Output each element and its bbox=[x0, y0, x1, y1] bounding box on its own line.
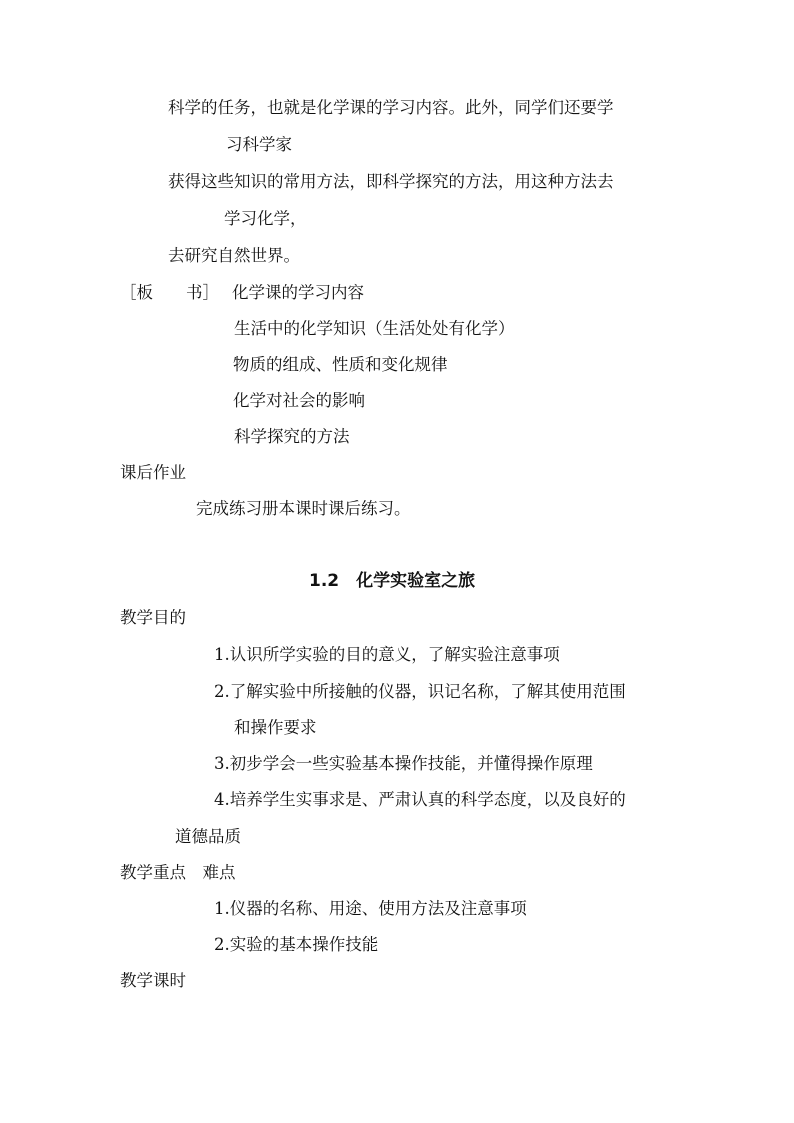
homework-text: 完成练习册本课时课后练习。 bbox=[196, 499, 411, 518]
blackboard-label: ［板 书］ bbox=[120, 283, 219, 302]
period-heading: 教学课时 bbox=[120, 971, 186, 990]
blackboard-item-2: 物质的组成、性质和变化规律 bbox=[233, 355, 448, 374]
objective-4-line-1: 4.培养学生实事求是、严肃认真的科学态度，以及良好的 bbox=[214, 790, 626, 809]
blackboard-item-4: 科学探究的方法 bbox=[234, 427, 350, 446]
intro-line-2: 习科学家 bbox=[226, 135, 292, 154]
keypoint-1: 1.仪器的名称、用途、使用方法及注意事项 bbox=[214, 899, 527, 918]
keypoint-2: 2.实验的基本操作技能 bbox=[214, 935, 379, 954]
objective-2-line-1: 2.了解实验中所接触的仪器，识记名称，了解其使用范围 bbox=[214, 682, 626, 701]
intro-line-5: 去研究自然世界。 bbox=[168, 246, 300, 265]
homework-heading: 课后作业 bbox=[120, 463, 186, 482]
intro-line-3: 获得这些知识的常用方法，即科学探究的方法，用这种方法去 bbox=[168, 172, 614, 191]
section-title: 1.2 化学实验室之旅 bbox=[309, 571, 476, 591]
blackboard-item-3: 化学对社会的影响 bbox=[233, 391, 365, 410]
blackboard-heading: 化学课的学习内容 bbox=[232, 283, 364, 302]
objective-4-line-2: 道德品质 bbox=[175, 827, 241, 846]
blackboard-item-1: 生活中的化学知识（生活处处有化学） bbox=[234, 319, 515, 338]
intro-line-4: 学习化学， bbox=[224, 209, 307, 228]
objective-1: 1.认识所学实验的目的意义，了解实验注意事项 bbox=[214, 645, 560, 664]
objectives-heading: 教学目的 bbox=[120, 608, 186, 627]
keypoints-heading: 教学重点 难点 bbox=[120, 863, 236, 882]
objective-2-line-2: 和操作要求 bbox=[234, 718, 317, 737]
intro-line-1: 科学的任务，也就是化学课的学习内容。此外，同学们还要学 bbox=[168, 98, 614, 117]
objective-3: 3.初步学会一些实验基本操作技能，并懂得操作原理 bbox=[214, 754, 593, 773]
